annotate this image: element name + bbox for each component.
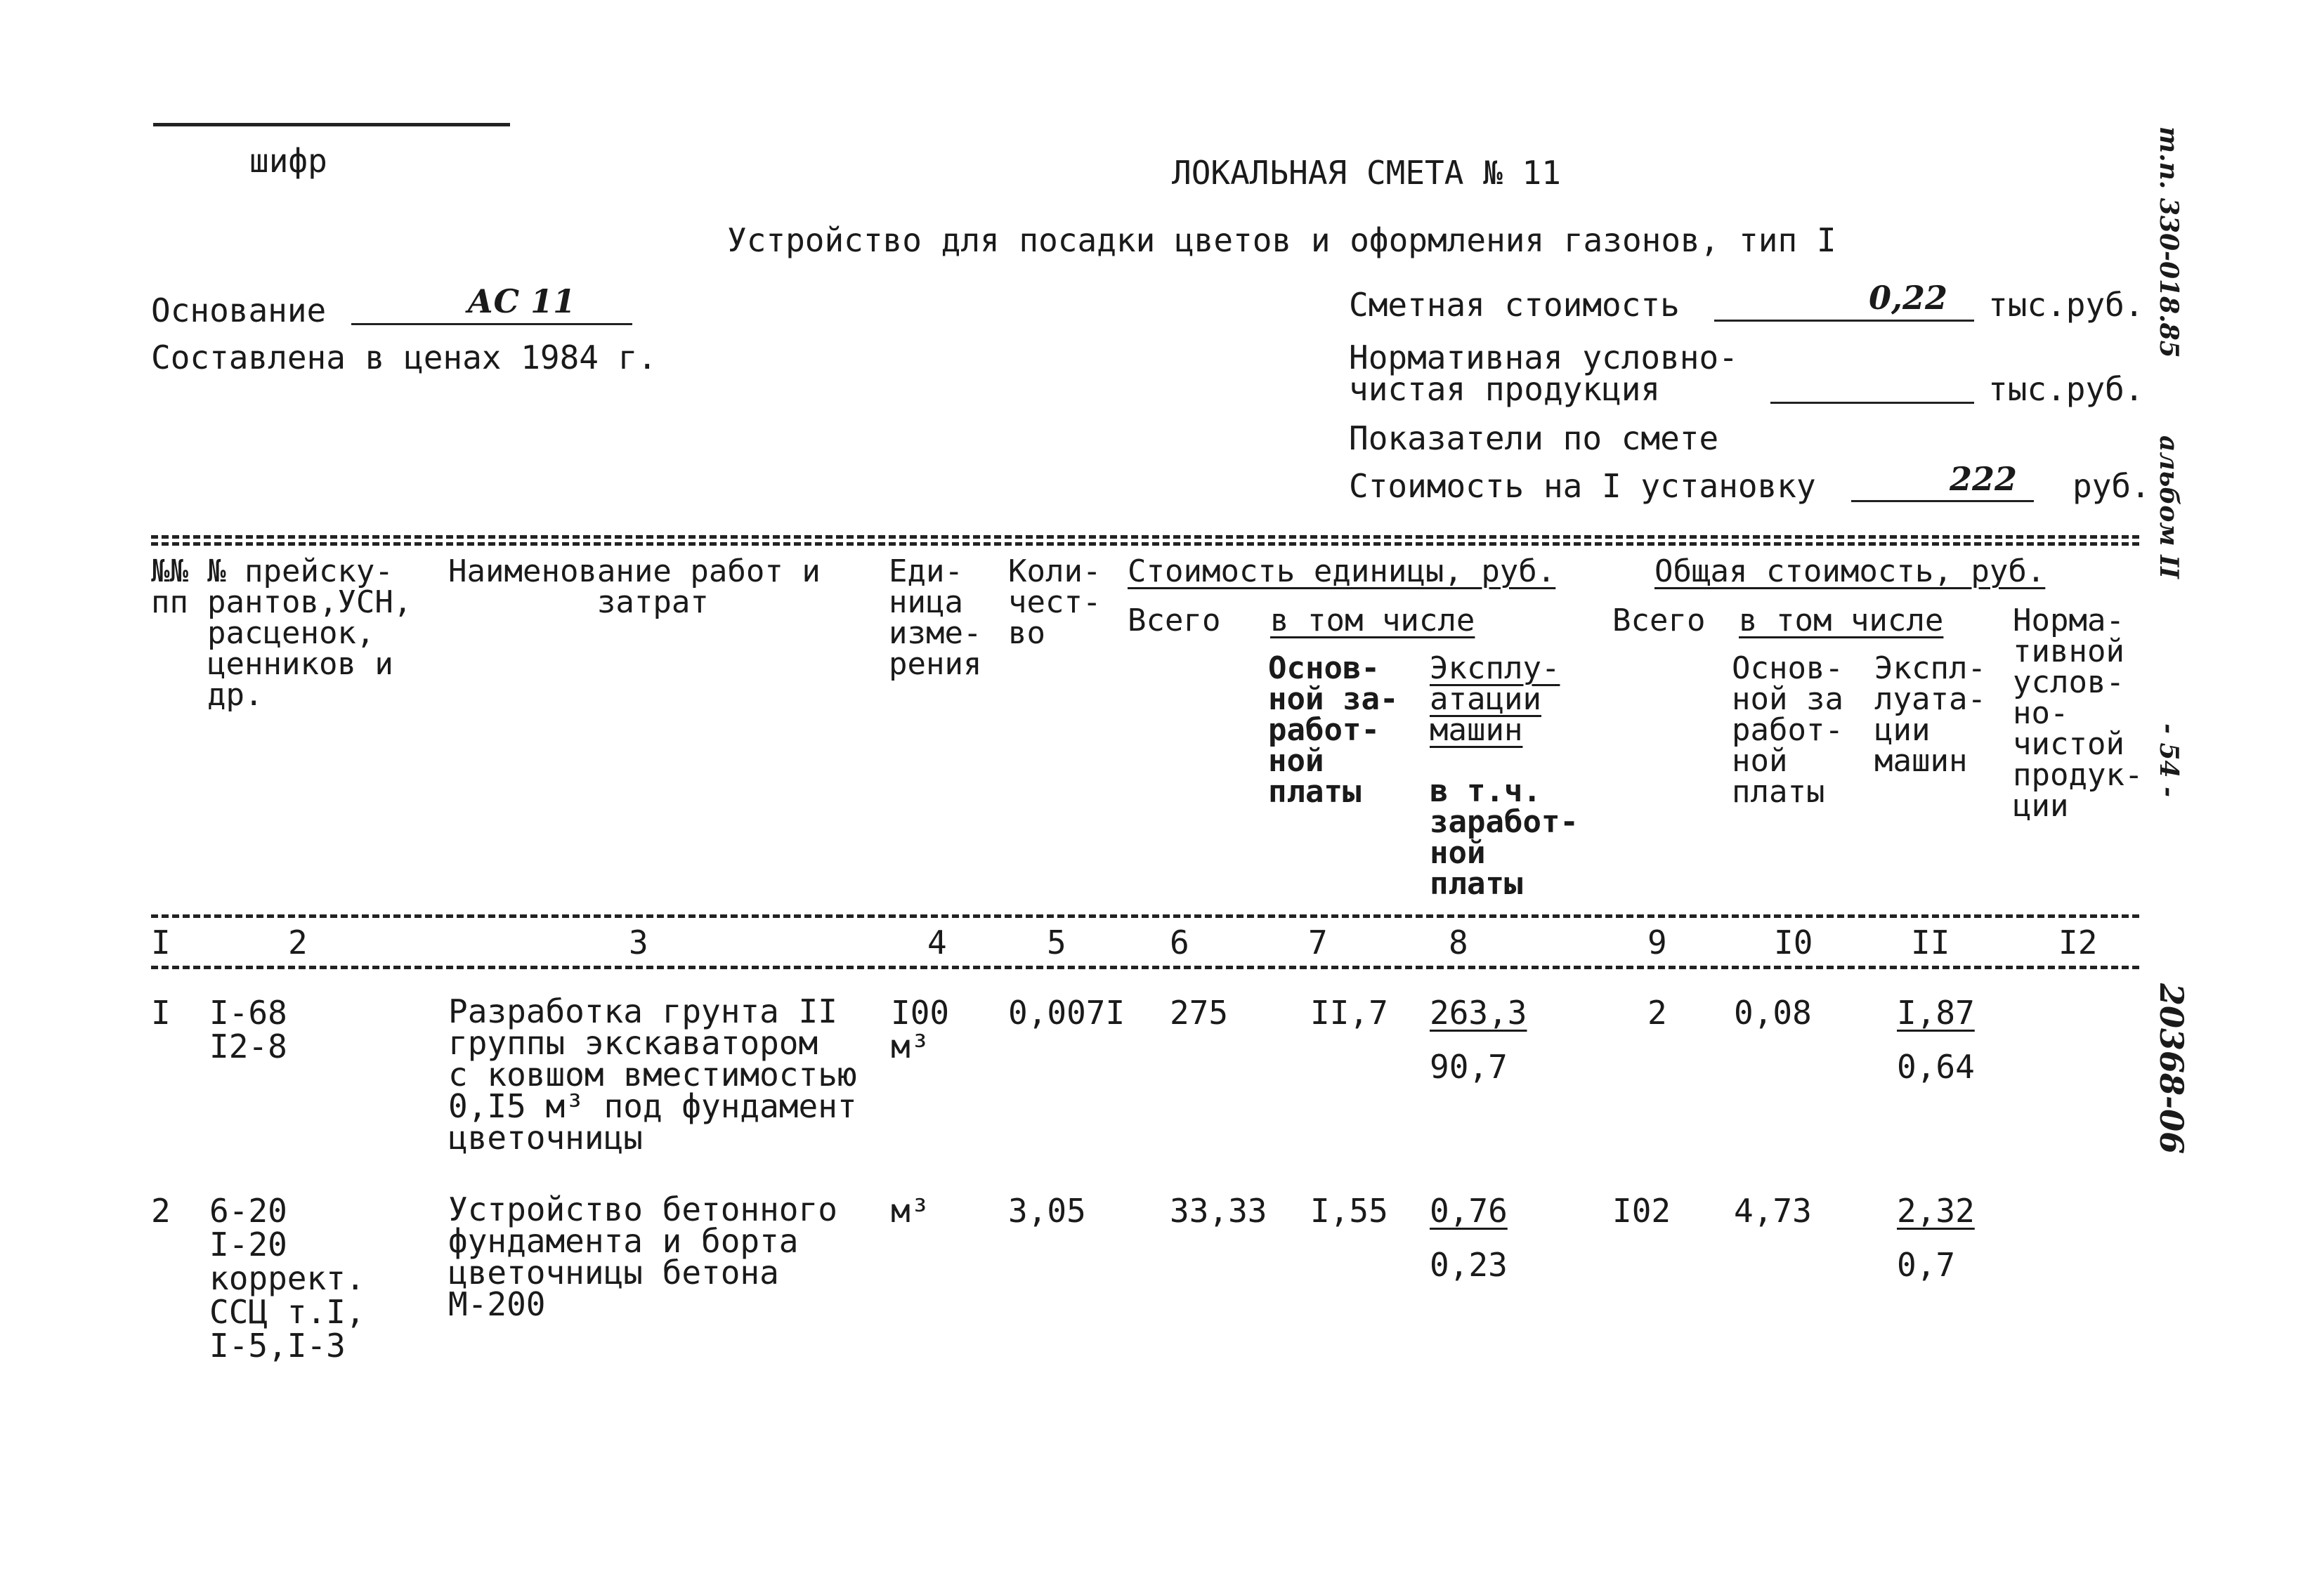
basis-label: Основание — [151, 291, 327, 329]
cost-per-unit-value: 222 — [1950, 460, 2018, 498]
row-total-machine-wage: 0,64 — [1897, 1048, 1975, 1086]
col-header-unit-total: Всего — [1128, 603, 1221, 638]
row-unit-total: 33,33 — [1170, 1192, 1267, 1230]
col-header-quantity: Коли- чест- во — [1008, 553, 1102, 651]
row-total: I02 — [1612, 1192, 1671, 1230]
col-subgroup-incl-2: в том числе — [1739, 603, 1944, 638]
col-header-total: Всего — [1612, 603, 1706, 638]
col-header-price-lists: № прейску- рантов,УСН, расценок, ценников и др. — [207, 553, 412, 713]
row-total: 2 — [1647, 994, 1667, 1032]
normative-unit: тыс.руб. — [1988, 370, 2144, 408]
header-bottom-line — [151, 914, 2139, 918]
col-header-total-machine: Экспл- луата- ции машин — [1874, 650, 1986, 779]
row-unit-machine: 263,3 — [1430, 994, 1527, 1032]
normative-fill-line — [1770, 402, 1974, 404]
margin-album: альбом II — [2154, 435, 2183, 579]
table-top-line-1 — [151, 535, 2139, 539]
estimated-cost-unit: тыс.руб. — [1988, 286, 2144, 324]
cost-per-unit-unit: руб. — [2072, 467, 2150, 505]
col-number-5: 5 — [1047, 924, 1066, 961]
estimated-cost-label: Сметная стоимость — [1349, 286, 1680, 324]
col-number-9: 9 — [1647, 924, 1667, 961]
col-header-unit: Еди- ница изме- рения — [889, 553, 982, 682]
row-unit-wage: I,55 — [1310, 1192, 1388, 1230]
col-number-3: 3 — [629, 924, 648, 961]
col-header-unit-wage: Основ- ной за- работ- ной платы — [1268, 650, 1399, 810]
row-work-name: Устройство бетонного фундамента и борта цветочницы бетона М-200 — [448, 1190, 837, 1323]
col-header-unit-machine: Эксплу- атации машин — [1430, 650, 1560, 748]
row-unit: I00 м³ — [891, 994, 950, 1065]
document-subtitle: Устройство для посадки цветов и оформления газонов, тип I — [727, 221, 1836, 259]
col-number-6: 6 — [1170, 924, 1189, 961]
col-number-11: II — [1911, 924, 1950, 961]
table-top-line-2 — [151, 542, 2139, 546]
col-header-work-name: Наименование работ и затрат — [448, 553, 821, 620]
row-unit-wage: II,7 — [1310, 994, 1388, 1032]
document-title: ЛОКАЛЬНАЯ СМЕТА № 11 — [1172, 154, 1561, 192]
row-codes: 6-20 I-20 коррект. ССЦ т.I, I-5,I-3 — [209, 1192, 365, 1365]
basis-fill-line — [351, 323, 632, 325]
row-number: 2 — [151, 1192, 171, 1230]
row-quantity: 0,007I — [1008, 994, 1125, 1032]
col-header-normative: Норма- тивной услов- но- чистой продук- ции — [2013, 603, 2143, 824]
row-total-machine: I,87 — [1897, 994, 1975, 1032]
col-header-unit-machine-wage: в т.ч. заработ- ной платы — [1430, 773, 1579, 902]
cipher-line — [153, 123, 510, 126]
row-work-name: Разработка грунта II группы экскаватором с ковшом вместимостью 0,I5 м³ под фундамент цветочницы — [448, 992, 857, 1157]
estimated-cost-value: 0,22 — [1869, 279, 1948, 317]
row-total-machine-wage: 0,7 — [1897, 1246, 1956, 1284]
row-total-wage: 4,73 — [1734, 1192, 1812, 1230]
col-header-total-wage: Основ- ной за работ- ной платы — [1732, 650, 1843, 810]
row-unit-machine-wage: 0,23 — [1430, 1246, 1508, 1284]
row-codes: I-68 I2-8 — [209, 994, 287, 1065]
normative-label-1: Нормативная условно- — [1349, 339, 1738, 376]
col-number-1: I — [151, 924, 171, 961]
estimated-cost-fill-line — [1714, 320, 1974, 322]
row-quantity: 3,05 — [1008, 1192, 1086, 1230]
margin-stamp: 20368-06 — [2153, 983, 2191, 1155]
col-group-total-cost: Общая стоимость, руб. — [1654, 553, 2046, 589]
row-unit-total: 275 — [1170, 994, 1229, 1032]
row-total-wage: 0,08 — [1734, 994, 1812, 1032]
col-number-10: I0 — [1774, 924, 1813, 961]
cipher-label: шифр — [249, 142, 327, 180]
margin-page: - 54 - — [2154, 723, 2183, 798]
margin-code: т.п. 330-018.85 — [2154, 126, 2183, 358]
row-unit-machine-wage: 90,7 — [1430, 1048, 1508, 1086]
cost-per-unit-label: Стоимость на I установку — [1349, 467, 1816, 505]
col-number-4: 4 — [927, 924, 947, 961]
col-number-7: 7 — [1308, 924, 1328, 961]
col-header-number: №№ пп — [151, 553, 188, 620]
col-number-8: 8 — [1449, 924, 1468, 961]
col-subgroup-incl-1: в том числе — [1270, 603, 1475, 638]
col-number-2: 2 — [288, 924, 308, 961]
row-unit: м³ — [891, 1192, 930, 1230]
normative-label-2: чистая продукция — [1349, 370, 1661, 408]
row-total-machine: 2,32 — [1897, 1192, 1975, 1230]
indicators-label: Показатели по смете — [1349, 419, 1719, 457]
numbers-bottom-line — [151, 966, 2139, 969]
prices-label: Составлена в ценах 1984 г. — [151, 339, 658, 376]
col-group-unit-cost: Стоимость единицы, руб. — [1128, 553, 1556, 589]
row-number: I — [151, 994, 171, 1032]
row-unit-machine: 0,76 — [1430, 1192, 1508, 1230]
col-number-12: I2 — [2058, 924, 2098, 961]
basis-value: АС 11 — [467, 282, 576, 320]
cost-per-unit-fill-line — [1851, 500, 2034, 502]
